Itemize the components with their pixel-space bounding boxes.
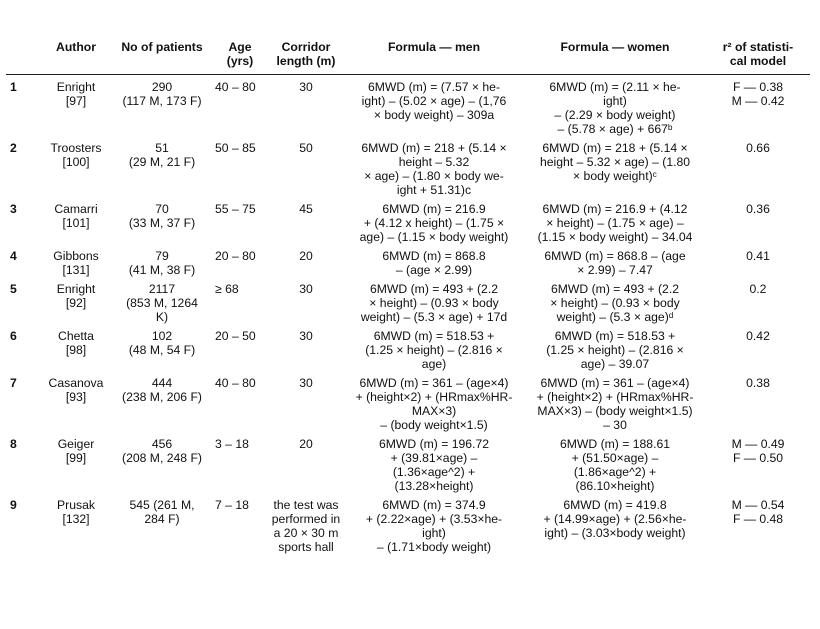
author-cell-line: [92] <box>65 296 87 310</box>
author-cell-line: Geiger <box>57 437 95 451</box>
formula-women-cell-line: ight) – (3.03×body weight) <box>544 526 686 540</box>
formula-women-cell <box>524 493 706 554</box>
formula-men-cell-line: 6MWD (m) = 216.9 <box>382 202 486 216</box>
patients-cell-line: (41 M, 38 F) <box>128 263 196 277</box>
row-number: 4 <box>10 249 17 263</box>
formula-women-cell-line: (86.10×height) <box>575 479 655 493</box>
patients-cell-line: 290 <box>151 80 173 94</box>
patients-cell-line: (48 M, 54 F) <box>128 343 196 357</box>
corridor-cell-line: 30 <box>299 376 313 390</box>
formula-women-cell-line: ight) <box>603 94 627 108</box>
table-row <box>6 324 810 371</box>
table-header <box>6 36 810 75</box>
row-number: 2 <box>10 141 17 155</box>
row-number: 3 <box>10 202 17 216</box>
formula-men-cell <box>344 75 524 137</box>
table-row <box>6 432 810 493</box>
author-cell-line: Enright <box>56 282 96 296</box>
table-row <box>6 75 810 137</box>
formula-men-cell-line: 6MWD (m) = 493 + (2.2 <box>369 282 498 296</box>
formula-men-header <box>344 36 524 75</box>
formula-women-cell <box>524 197 706 244</box>
formula-women-cell-line: + (14.99×age) + (2.56×he- <box>543 512 687 526</box>
formula-men-cell-line: × height) – (0.93 × body <box>369 296 499 310</box>
patients-cell <box>112 277 212 324</box>
age-cell: 55 – 75 <box>215 202 256 216</box>
formula-men-cell-line: ight) <box>422 526 446 540</box>
r2-cell-line: F — 0.50 <box>732 451 784 465</box>
patients-cell <box>112 324 212 371</box>
patients-cell-line: K) <box>155 310 169 324</box>
patients-cell-line: (238 M, 206 F) <box>122 390 202 404</box>
header-text-line: (yrs) <box>226 54 254 68</box>
row-number: 6 <box>10 329 17 343</box>
r2-cell-line: 0.66 <box>746 141 770 155</box>
author-cell-line: [97] <box>65 94 87 108</box>
formula-men-cell-line: MAX×3) <box>411 404 457 418</box>
author-cell <box>40 324 112 371</box>
author-cell-line: [131] <box>62 263 90 277</box>
patients-cell-line: (33 M, 37 F) <box>128 216 196 230</box>
formula-women-cell-line: 6MWD (m) = 218 + (5.14 × <box>542 141 688 155</box>
table-row <box>6 371 810 432</box>
formula-women-cell-line: (1.25 × height) – (2.816 × <box>546 343 684 357</box>
formula-table <box>6 36 810 554</box>
formula-women-cell-line: 6MWD (m) = 518.53 + <box>554 329 676 343</box>
formula-men-cell-line: + (height×2) + (HRmax%HR- <box>355 390 513 404</box>
formula-men-cell-line: – (1.71×body weight) <box>376 540 492 554</box>
patients-cell <box>112 244 212 277</box>
patients-cell-line: 51 <box>155 141 169 155</box>
formula-men-cell-line: × age) – (1.80 × body we- <box>364 169 504 183</box>
r2-cell <box>706 371 810 432</box>
author-cell-line: Gibbons <box>53 249 99 263</box>
formula-women-cell <box>524 432 706 493</box>
formula-women-cell-line: × body weight)ᶜ <box>573 169 657 183</box>
patients-header <box>112 36 212 75</box>
patients-cell-line: 284 F) <box>144 512 180 526</box>
corridor-cell-line: 20 <box>299 437 313 451</box>
r2-cell <box>706 493 810 554</box>
corridor-cell-line: a 20 × 30 m <box>273 526 339 540</box>
patients-cell-line: (29 M, 21 F) <box>128 155 196 169</box>
formula-men-cell-line: 6MWD (m) = 218 + (5.14 × <box>361 141 507 155</box>
formula-women-cell-line: × height) – (1.75 × age) – <box>546 216 684 230</box>
corridor-cell-line: performed in <box>271 512 341 526</box>
formula-men-cell-line: ight + 51.31)c <box>396 183 472 197</box>
formula-men-cell-line: 6MWD (m) = (7.57 × he- <box>367 80 501 94</box>
patients-cell-line: 456 <box>151 437 173 451</box>
corridor-cell <box>268 197 344 244</box>
author-cell-line: [100] <box>62 155 90 169</box>
formula-men-cell-line: 6MWD (m) = 518.53 + <box>373 329 495 343</box>
r2-cell-line: 0.36 <box>746 202 770 216</box>
age-cell: 3 – 18 <box>215 437 249 451</box>
row-number: 1 <box>10 80 17 94</box>
corridor-cell-line: 30 <box>299 282 313 296</box>
formula-women-cell-line: age) – 39.07 <box>580 357 650 371</box>
author-cell-line: Chetta <box>58 329 94 343</box>
formula-women-cell-line: height – 5.32 × age) – (1.80 <box>539 155 691 169</box>
table-row <box>6 197 810 244</box>
r2-cell-line: M — 0.49 <box>731 437 785 451</box>
formula-men-cell <box>344 371 524 432</box>
formula-men-cell <box>344 136 524 197</box>
row-number-header <box>6 36 40 75</box>
author-cell <box>40 244 112 277</box>
row-number: 9 <box>10 498 17 512</box>
author-cell-line: Enright <box>56 80 96 94</box>
formula-men-cell-line: (13.28×height) <box>394 479 474 493</box>
author-cell <box>40 371 112 432</box>
patients-cell <box>112 136 212 197</box>
formula-women-cell-line: 6MWD (m) = (2.11 × he- <box>549 80 681 94</box>
patients-cell-line: (208 M, 248 F) <box>122 451 202 465</box>
patients-cell-line: 444 <box>151 376 173 390</box>
formula-women-cell-line: – 30 <box>603 418 627 432</box>
author-cell <box>40 197 112 244</box>
formula-men-cell <box>344 197 524 244</box>
patients-cell-line: 545 (261 M, <box>129 498 195 512</box>
age-cell: 20 – 80 <box>215 249 256 263</box>
formula-men-cell-line: ight) – (5.02 × age) – (1,76 <box>361 94 507 108</box>
formula-men-cell-line: age) <box>421 357 447 371</box>
r2-cell <box>706 197 810 244</box>
formula-men-cell-line: – (body weight×1.5) <box>380 418 488 432</box>
author-cell <box>40 493 112 554</box>
r2-cell-line: M — 0.42 <box>731 94 785 108</box>
r2-cell <box>706 324 810 371</box>
header-text-line: No of patients <box>121 40 203 54</box>
formula-women-cell <box>524 371 706 432</box>
age-cell: 50 – 85 <box>215 141 256 155</box>
r2-cell <box>706 75 810 137</box>
formula-men-cell-line: 6MWD (m) = 361 – (age×4) <box>359 376 509 390</box>
formula-women-cell-line: – (5.78 × age) + 667ᵇ <box>557 122 673 136</box>
formula-women-cell-line: 6MWD (m) = 493 + (2.2 <box>550 282 679 296</box>
corridor-cell-line: 30 <box>299 80 313 94</box>
formula-men-cell-line: + (4.12 x height) – (1.75 × <box>363 216 505 230</box>
formula-women-cell-line: weight) – (5.3 × age)ᵈ <box>556 310 674 324</box>
header-text-line: Age <box>228 40 252 54</box>
header-text-line: r² of statisti- <box>722 40 794 54</box>
corridor-header <box>268 36 344 75</box>
corridor-cell <box>268 432 344 493</box>
patients-cell-line: (853 M, 1264 <box>126 296 198 310</box>
formula-men-cell-line: + (39.81×age) – <box>390 451 478 465</box>
patients-cell-line: (117 M, 173 F) <box>122 94 202 108</box>
author-cell-line: Casanova <box>48 376 104 390</box>
formula-women-cell-line: 6MWD (m) = 361 – (age×4) <box>540 376 690 390</box>
formula-women-cell-line: + (height×2) + (HRmax%HR- <box>536 390 694 404</box>
formula-men-cell-line: age) – (1.15 × body weight) <box>359 230 509 244</box>
corridor-cell <box>268 75 344 137</box>
r2-cell-line: M — 0.54 <box>731 498 785 512</box>
age-header <box>212 36 268 75</box>
corridor-cell <box>268 371 344 432</box>
formula-women-cell <box>524 75 706 137</box>
formula-women-cell-line: – (2.29 × body weight) <box>554 108 676 122</box>
formula-women-cell-line: × 2.99) – 7.47 <box>577 263 653 277</box>
corridor-cell-line: sports hall <box>278 540 334 554</box>
corridor-cell-line: 45 <box>299 202 313 216</box>
formula-women-cell-line: (1.86×age^2) + <box>573 465 657 479</box>
author-cell-line: Prusak <box>57 498 95 512</box>
r2-cell-line: 0.2 <box>749 282 767 296</box>
formula-women-cell <box>524 136 706 197</box>
age-cell: ≥ 68 <box>215 282 239 296</box>
formula-women-cell-line: 6MWD (m) = 188.61 <box>559 437 671 451</box>
author-cell <box>40 75 112 137</box>
corridor-cell-line: 20 <box>299 249 313 263</box>
formula-men-cell <box>344 277 524 324</box>
formula-men-cell-line: (1.25 × height) – (2.816 × <box>365 343 503 357</box>
formula-men-cell-line: 6MWD (m) = 374.9 <box>382 498 486 512</box>
age-cell: 40 – 80 <box>215 376 256 390</box>
formula-men-cell-line: + (2.22×age) + (3.53×he- <box>365 512 503 526</box>
formula-men-cell-line: 6MWD (m) = 196.72 <box>378 437 490 451</box>
author-cell-line: [93] <box>65 390 87 404</box>
patients-cell-line: 79 <box>155 249 169 263</box>
formula-men-cell-line: 6MWD (m) = 868.8 <box>382 249 486 263</box>
patients-cell-line: 2117 <box>148 282 176 296</box>
corridor-cell <box>268 244 344 277</box>
formula-women-header <box>524 36 706 75</box>
table-row <box>6 244 810 277</box>
header-text-line: Author <box>56 40 96 54</box>
formula-women-cell <box>524 324 706 371</box>
author-cell-line: [99] <box>65 451 87 465</box>
r2-cell-line: F — 0.48 <box>732 512 784 526</box>
age-cell: 7 – 18 <box>215 498 249 512</box>
table-row <box>6 136 810 197</box>
corridor-cell <box>268 493 344 554</box>
header-text-line: length (m) <box>276 54 336 68</box>
formula-women-cell-line: 6MWD (m) = 868.8 – (age <box>544 249 686 263</box>
author-cell <box>40 136 112 197</box>
corridor-cell-line: the test was <box>273 498 339 512</box>
r2-cell-line: 0.41 <box>746 249 770 263</box>
formula-men-cell <box>344 324 524 371</box>
table-row <box>6 493 810 554</box>
corridor-cell <box>268 277 344 324</box>
author-cell-line: [132] <box>62 512 90 526</box>
author-cell <box>40 432 112 493</box>
corridor-cell <box>268 324 344 371</box>
age-cell: 20 – 50 <box>215 329 256 343</box>
age-cell: 40 – 80 <box>215 80 256 94</box>
r2-cell-line: 0.42 <box>746 329 770 343</box>
formula-women-cell-line: 6MWD (m) = 419.8 <box>563 498 667 512</box>
author-cell-line: [101] <box>62 216 90 230</box>
header-row <box>6 36 810 75</box>
formula-men-cell <box>344 432 524 493</box>
r2-cell <box>706 432 810 493</box>
formula-men-cell <box>344 244 524 277</box>
author-cell-line: [98] <box>65 343 87 357</box>
formula-men-cell-line: (1.36×age^2) + <box>392 465 476 479</box>
formula-men-cell <box>344 493 524 554</box>
patients-cell-line: 70 <box>155 202 169 216</box>
formula-men-cell-line: height – 5.32 <box>398 155 470 169</box>
patients-cell <box>112 493 212 554</box>
author-cell-line: Camarri <box>54 202 98 216</box>
formula-men-cell-line: weight) – (5.3 × age) + 17d <box>360 310 508 324</box>
author-cell <box>40 277 112 324</box>
patients-cell <box>112 197 212 244</box>
r2-cell-line: F — 0.38 <box>732 80 784 94</box>
corridor-cell <box>268 136 344 197</box>
r2-cell <box>706 136 810 197</box>
formula-women-cell-line: 6MWD (m) = 216.9 + (4.12 <box>542 202 688 216</box>
corridor-cell-line: 50 <box>299 141 313 155</box>
formula-women-cell-line: × height) – (0.93 × body <box>550 296 680 310</box>
r2-cell <box>706 277 810 324</box>
r2-cell-line: 0.38 <box>746 376 770 390</box>
r2-cell <box>706 244 810 277</box>
formula-women-cell-line: + (51.50×age) – <box>571 451 659 465</box>
formula-women-cell-line: MAX×3) – (body weight×1.5) <box>537 404 693 418</box>
corridor-cell-line: 30 <box>299 329 313 343</box>
header-text-line: Corridor <box>281 40 331 54</box>
author-cell-line: Troosters <box>50 141 102 155</box>
formula-women-cell <box>524 244 706 277</box>
r2-header <box>706 36 810 75</box>
patients-cell-line: 102 <box>151 329 173 343</box>
formula-women-cell <box>524 277 706 324</box>
header-text-line: cal model <box>729 54 787 68</box>
row-number: 5 <box>10 282 17 296</box>
table-row <box>6 277 810 324</box>
header-text-line: Formula — women <box>560 40 670 54</box>
patients-cell <box>112 75 212 137</box>
formula-men-cell-line: – (age × 2.99) <box>395 263 473 277</box>
header-text-line: Formula — men <box>387 40 481 54</box>
patients-cell <box>112 432 212 493</box>
formula-men-cell-line: × body weight) – 309a <box>373 108 495 122</box>
row-number: 7 <box>10 376 17 390</box>
table-body <box>6 75 810 555</box>
formula-women-cell-line: (1.15 × body weight) – 34.04 <box>537 230 693 244</box>
patients-cell <box>112 371 212 432</box>
row-number: 8 <box>10 437 17 451</box>
author-header <box>40 36 112 75</box>
